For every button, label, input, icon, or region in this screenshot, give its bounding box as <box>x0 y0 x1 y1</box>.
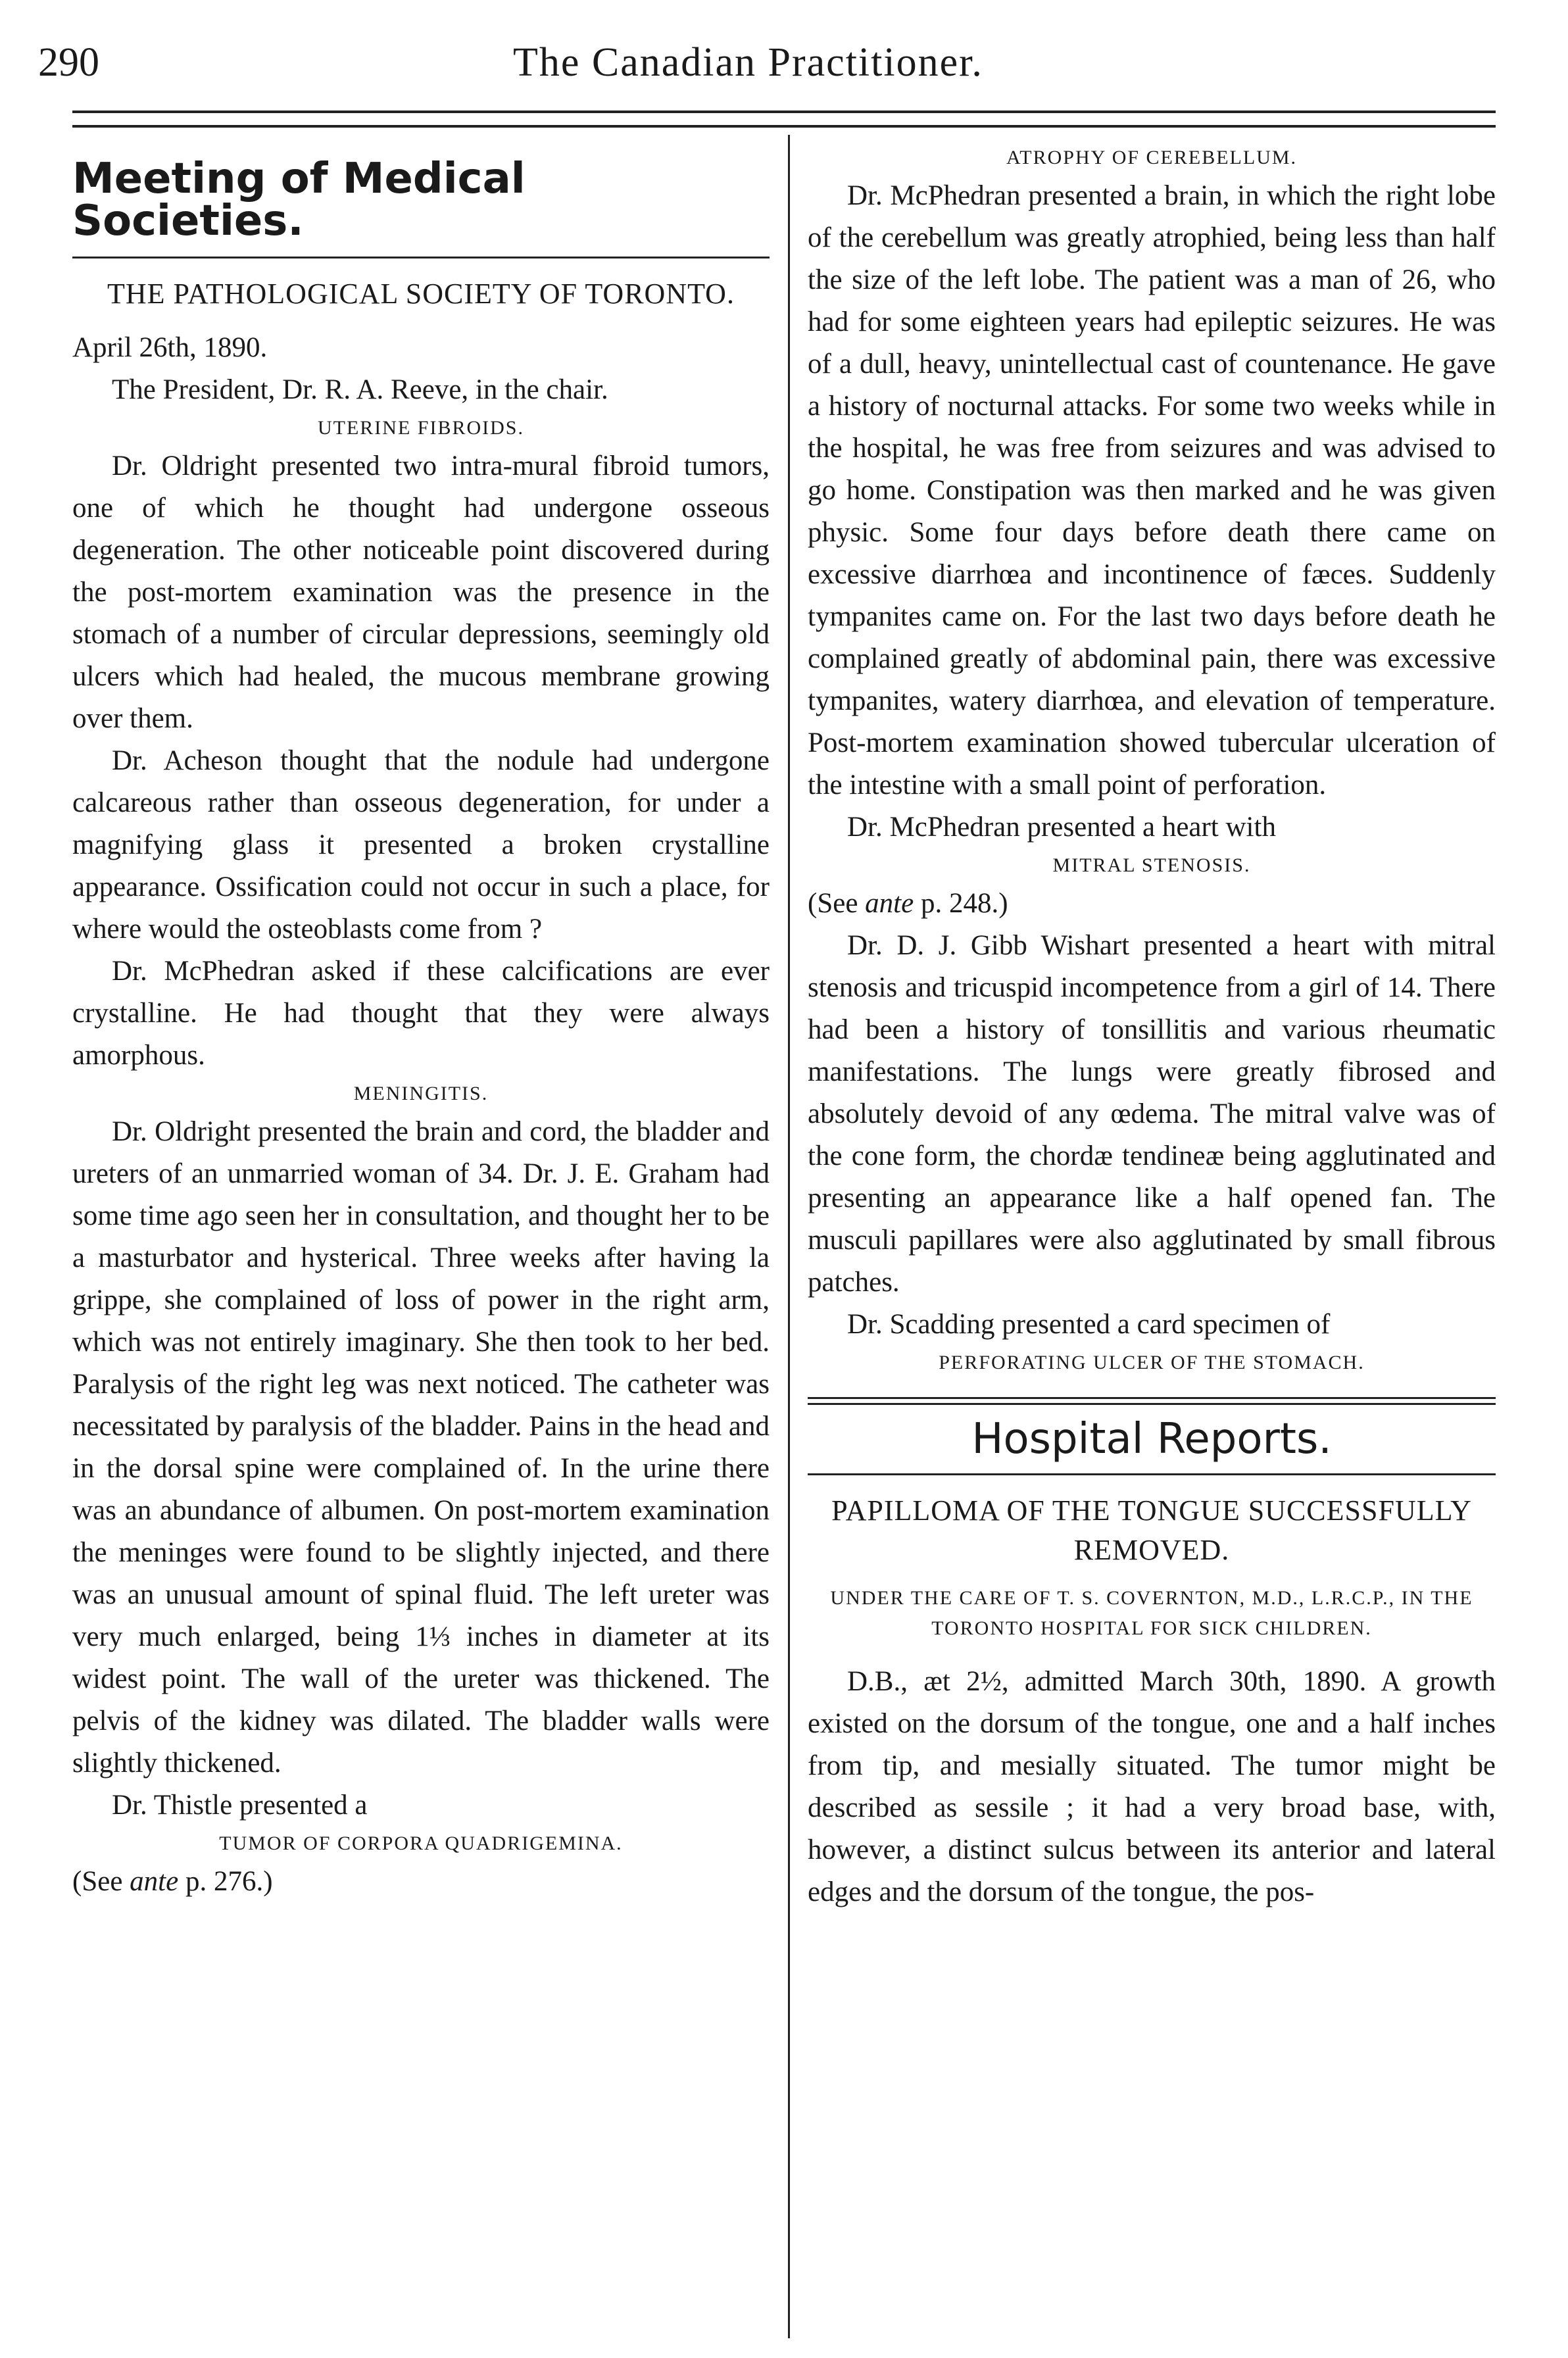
paragraph: D.B., æt 2½, admitted March 30th, 1890. A growth existed on the dorsum of the tongue, one and a half inches from tip, and mesially situated. The tumor might be described as sessile ; it had a very broad base, with, however, a distinct sulcus between its anterior and lateral edges and the dorsum of the tongue, the pos- <box>808 1666 1496 1907</box>
section-title-hospital-reports: Hospital Reports. <box>971 1415 1332 1463</box>
subheading-uterine-fibroids: UTERINE FIBROIDS. <box>317 417 524 439</box>
section-title-meetings: Meeting of Medical Societies. <box>72 155 526 245</box>
case-subheading: UNDER THE CARE OF T. S. COVERNTON, M.D., L.R.C.P., IN THE TORONTO HOSPITAL FOR SICK CHILDREN. <box>830 1587 1473 1639</box>
subheading-meningitis: MENINGITIS. <box>353 1083 489 1104</box>
see-reference: (See ante p. 276.) <box>72 1866 273 1897</box>
paragraph: Dr. Oldright presented the brain and cord, the bladder and ureters of an unmarried woman of 34. Dr. J. E. Graham had some time ago seen her in consultation, and thought her to be a masturbator and hysterical. Three weeks after having la grippe, she complained of loss of power in the right arm, which was not entirely imaginary. She then took to her bed. Paralysis of the right leg was next noticed. The catheter was necessitated by paralysis of the bladder. Pains in the head and in the dorsal spine were complained of. In the urine there was an abundance of albumen. On post-mortem examination the meninges were found to be slightly injected, and there was an unusual amount of spinal fluid. The left ureter was very much enlarged, being 1⅓ inches in diameter at its widest point. The wall of the ureter was thickened. The pelvis of the kidney was dilated. The bladder walls were slightly thickened. <box>72 1116 770 1779</box>
section-double-rule <box>808 1397 1496 1405</box>
left-column <box>72 138 770 1903</box>
see-reference: (See ante p. 248.) <box>808 888 1008 919</box>
meeting-date: April 26th, 1890. <box>72 332 268 363</box>
section-rule <box>808 1473 1496 1475</box>
subheading-tumor-corpora: TUMOR OF CORPORA QUADRIGEMINA. <box>219 1832 623 1854</box>
case-heading: PAPILLOMA OF THE TONGUE SUCCESSFULLY REMOVED. <box>831 1494 1472 1566</box>
paragraph: Dr. McPhedran asked if these calcifications are ever crystalline. He had thought that they were always amorphous. <box>72 956 770 1071</box>
header-rule-top <box>72 111 1496 113</box>
column-divider <box>788 135 790 2338</box>
paragraph: Dr. Thistle presented a <box>112 1790 368 1821</box>
paragraph: Dr. Oldright presented two intra-mural fibroid tumors, one of which he thought had undergone osseous degeneration. The other noticeable point discovered during the post-mortem examination was the presence in the stomach of a number of circular depressions, seemingly old ulcers which had healed, the mucous membrane growing over them. <box>72 451 770 734</box>
header-rule-bottom <box>72 125 1496 128</box>
subheading-perforating-ulcer: PERFORATING ULCER OF THE STOMACH. <box>939 1352 1365 1373</box>
page-header <box>0 0 1568 138</box>
page-number: 290 <box>38 40 99 85</box>
right-column <box>808 138 1496 1913</box>
paragraph: Dr. Acheson thought that the nodule had undergone calcareous rather than osseous degeneration, for under a magnifying glass it presented a broken crystalline appearance. Ossification could not occur in such a place, for where would the osteoblasts come from ? <box>72 745 770 945</box>
subheading-atrophy: ATROPHY OF CEREBELLUM. <box>1006 147 1298 168</box>
chair-line: The President, Dr. R. A. Reeve, in the chair. <box>112 374 608 405</box>
society-heading: THE PATHOLOGICAL SOCIETY OF TORONTO. <box>107 278 735 310</box>
section-rule <box>72 257 770 258</box>
running-title: The Canadian Practitioner. <box>513 40 983 85</box>
paragraph: Dr. McPhedran presented a heart with <box>847 812 1276 843</box>
paragraph: Dr. McPhedran presented a brain, in which the right lobe of the cerebellum was greatly atrophied, being less than half the size of the left lobe. The patient was a man of 26, who had for some eighteen years had epileptic seizures. He was of a dull, heavy, unintellectual cast of countenance. He gave a history of nocturnal attacks. For some two weeks while in the hospital, he was free from seizures and was advised to go home. Constipation was then marked and he was given physic. Some four days before death there came on excessive diarrhœa and incontinence of fæces. Suddenly tympanites came on. For the last two days before death he complained greatly of abdominal pain, there was excessive tympanites, watery diarrhœa, and elevation of temperature. Post-mortem examination showed tubercular ulceration of the intestine with a small point of perforation. <box>808 180 1496 800</box>
subheading-mitral-stenosis: MITRAL STENOSIS. <box>1052 854 1251 876</box>
paragraph: Dr. D. J. Gibb Wishart presented a heart with mitral stenosis and tricuspid incompetence from a girl of 14. There had been a history of tonsillitis and various rheumatic manifestations. The lungs were greatly fibrosed and absolutely devoid of any œdema. The mitral valve was of the cone form, the chordæ tendineæ being agglutinated and presenting an appearance like a half opened fan. The musculi papillares were also agglutinated by small fibrous patches. <box>808 930 1496 1298</box>
paragraph: Dr. Scadding presented a card specimen of <box>847 1309 1331 1340</box>
